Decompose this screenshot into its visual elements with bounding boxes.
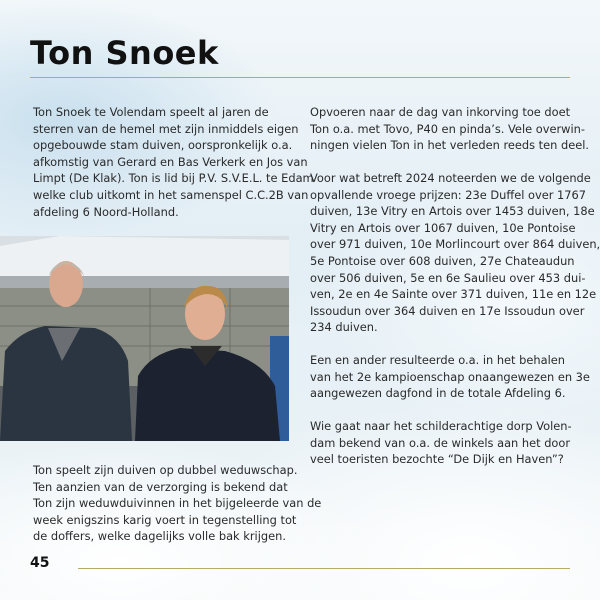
right-paragraph-2 (310, 170, 600, 336)
text-line: Ten aanzien van de verzorging is bekend dat (33, 479, 288, 494)
text-line: Een en ander resulteerde o.a. in het behalen (310, 353, 565, 367)
page-number: 45 (30, 555, 50, 571)
text-line: veel toeristen bezochte “De Dijk en Haven”? (310, 452, 564, 467)
right-paragraph-4 (310, 418, 572, 468)
text-line: ven, 2e en 4e Sainte over 371 duiven, 11e en 12e (310, 287, 597, 302)
text-line: Ton o.a. met Tovo, P40 en pinda’s. Vele overwin- (310, 121, 585, 136)
right-paragraph-1 (310, 104, 589, 154)
text-line: Vitry en Artois over 1067 duiven, 10e Pontoise (310, 220, 576, 235)
left-paragraph-2 (33, 462, 321, 545)
text-line: van het 2e kampioenschap onaangewezen en 3e (310, 369, 590, 384)
text-line: duiven, 13e Vitry en Artois over 1453 duiven, 18e (310, 204, 595, 219)
text-line: de doffers, welke dagelijks volle bak krijgen. (33, 529, 286, 544)
text-line: Opvoeren naar de dag van inkorving toe doet (310, 105, 571, 119)
text-line: afdeling 6 Noord-Holland. (33, 204, 179, 219)
text-line: opvallende vroege prijzen: 23e Duffel over 1767 (310, 187, 587, 202)
text-line: aangewezen dagfond in de totale Afdeling 6. (310, 386, 566, 401)
text-line: Wie gaat naar het schilderachtige dorp Volen- (310, 419, 572, 433)
right-paragraph-3 (310, 352, 590, 402)
footer-divider (78, 568, 570, 569)
photo-illustration (0, 236, 289, 441)
text-line: over 506 duiven, 5e en 6e Saulieu over 453 dui- (310, 270, 586, 285)
text-line: Ton speelt zijn duiven op dubbel weduwschap. (33, 463, 298, 477)
left-paragraph-1 (33, 104, 314, 220)
text-line: Ton zijn weduwduivinnen in het bijgeleerde van de (33, 496, 322, 511)
text-line: 234 duiven. (310, 320, 378, 335)
page-title: Ton Snoek (30, 34, 219, 72)
text-line: Issoudun over 364 duiven en 17e Issoudun over (310, 303, 585, 318)
text-line: welke club uitkomt in het samenspel C.C.2B van (33, 187, 309, 202)
title-divider (30, 77, 570, 78)
text-line: ningen vielen Ton in het verleden reeds ten deel. (310, 138, 590, 153)
text-line: week enigszins karig voert in tegenstelling tot (33, 512, 297, 527)
photo-two-men (0, 236, 289, 441)
text-line: opgebouwde stam duiven, oorspronkelijk o.a. (33, 138, 293, 153)
text-line: sterren van de hemel met zijn inmiddels eigen (33, 121, 299, 136)
text-line: Voor wat betreft 2024 noteerden we de volgende (310, 171, 591, 185)
text-line: over 971 duiven, 10e Morlincourt over 864 duiven, (310, 237, 600, 252)
text-line: Limpt (De Klak). Ton is lid bij P.V. S.V.E.L. te Edam (33, 171, 314, 186)
text-line: 5e Pontoise over 608 duiven, 27e Chateaudun (310, 253, 575, 268)
text-line: afkomstig van Gerard en Bas Verkerk en Jos van (33, 154, 308, 169)
text-line: dam bekend van o.a. de winkels aan het door (310, 435, 571, 450)
text-line: Ton Snoek te Volendam speelt al jaren de (33, 105, 269, 119)
